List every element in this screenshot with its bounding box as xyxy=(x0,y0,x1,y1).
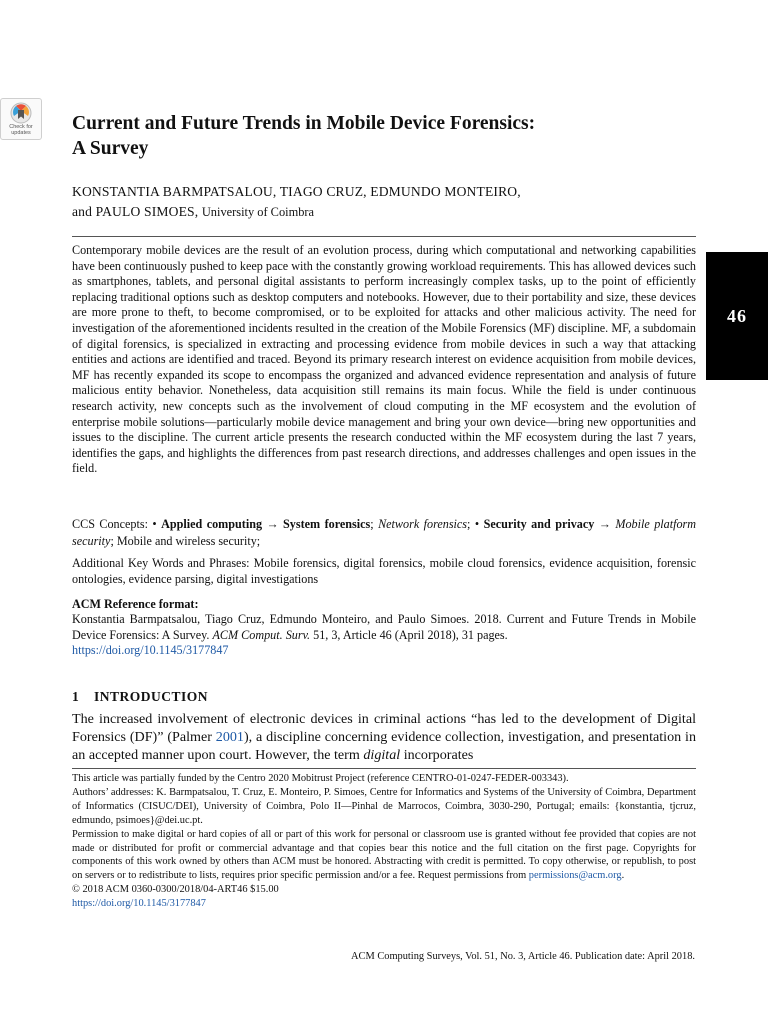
title-divider xyxy=(72,236,696,237)
permission-note xyxy=(72,828,696,884)
ccs-separator: ; • xyxy=(467,517,480,531)
acm-reference xyxy=(72,612,696,659)
title-line-1: Current and Future Trends in Mobile Device Forensics: xyxy=(72,113,536,134)
intro-text: The increased involvement of electronic devices in criminal actions “has led to the development of Digital Forensics (DF)” (Palmer xyxy=(72,711,696,746)
intro-paragraph xyxy=(72,710,696,765)
intro-text: ), a discipline concerning evidence collection, investigation, and presentation in an accepted manner upon court. However, the term xyxy=(72,729,696,764)
abstract: Contemporary mobile devices are the result of an evolution process, during which computational and networking capabilities have been continuously pushed to keep pace with the constantly growing workload requirements. This has allowed devices such as smartphones, tablets, and personal digital assistants to perform increasingly complex tasks, up to the point of efficiently replacing traditional options such as desktop computers and notebooks. However, due to their portability and size, these devices are more prone to theft, to become compromised, or to be exploited for attacks and other malicious activity. The need for investigation of the aforementioned incidents resulted in the creation of the Mobile Forensics (MF) discipline. MF, a subdomain of digital forensics, is specialized in extracting and processing evidence from mobile devices in such a way that attacking entities and actions are identified and traced. Beyond its primary research interest on evidence acquisition from mobile devices, MF has recently expanded its scope to encompass the organized and advanced evidence representation and analysis of future malicious entity behavior. Nonetheless, data acquisition still remains its main focus. While the field is under continuous research activity, new concepts such as the involvement of cloud computing in the MF ecosystem and the evolution of enterprise mobile solutions—particularly mobile device management and bring your own device—bring new opportunities and issues to the discipline. The current article presents the research conducted within the MF ecosystem during the last 7 years, identifies the gaps, and highlights the differences from past research directions, and addresses challenges and open issues in the field. xyxy=(72,243,696,476)
badge-line-2: updates xyxy=(11,130,31,136)
section-number: 1 xyxy=(72,689,80,704)
footnote-doi-link[interactable]: https://doi.org/10.1145/3177847 xyxy=(72,898,206,910)
page-footer: ACM Computing Surveys, Vol. 51, No. 3, Article 46. Publication date: April 2018. xyxy=(351,951,695,962)
copyright-note: © 2018 ACM 0360-0300/2018/04-ART46 $15.00 xyxy=(72,884,279,896)
acm-reference-heading: ACM Reference format: xyxy=(72,597,199,611)
citation-link[interactable]: 2001 xyxy=(215,729,244,746)
keywords: Additional Key Words and Phrases: Mobile forensics, digital forensics, mobile cloud forensics, evidence acquisition, forensic ontologies, evidence parsing, digital investigations xyxy=(72,556,696,586)
affiliation: University of Coimbra xyxy=(201,205,315,219)
acm-reference-volume: 51, 3, Article 46 (April 2018), 31 pages. xyxy=(313,627,508,642)
footnote-divider xyxy=(72,768,696,769)
acm-reference-text: Konstantia Barmpatsalou, Tiago Cruz, Edmundo Monteiro, and Paulo Simoes. 2018. Current and Future Trends in Mobile Device Forensics: A Survey. xyxy=(72,612,696,642)
authors-line-1: KONSTANTIA BARMPATSALOU, TIAGO CRUZ, EDMUNDO MONTEIRO, xyxy=(72,184,521,199)
acm-reference-journal: ACM Comput. Surv. xyxy=(212,627,311,642)
ccs-concept-2: Security and privacy → xyxy=(483,517,611,531)
ccs-rest: ; Mobile and wireless security; xyxy=(110,534,261,548)
intro-emphasis: digital xyxy=(363,747,401,764)
author-addresses: Authors’ addresses: K. Barmpatsalou, T. Cruz, E. Monteiro, P. Simoes, Centre for Informatics and Systems of the University of Coimbra, Department of Informatics (CISUC/DEI), University of Coimbra, Polo II—Pinhal de Marrocos, Coimbra, 3030-290, Portugal; emails: {konstantia, tjcruz, edmundo, psimoes}@dei.uc.pt. xyxy=(72,786,696,826)
ccs-concept-1: Applied computing → System forensics xyxy=(161,517,371,531)
ccs-separator: ; xyxy=(370,517,374,531)
ccs-label: CCS Concepts: • xyxy=(72,517,157,531)
footnotes xyxy=(72,772,696,911)
authors-line-2: and PAULO SIMOES, xyxy=(72,204,199,219)
title-line-2: A Survey xyxy=(72,138,149,159)
ccs-concepts xyxy=(72,516,696,550)
check-for-updates-badge[interactable] xyxy=(0,98,42,140)
intro-text: incorporates xyxy=(400,747,474,764)
ccs-concept-2b: Mobile platform security xyxy=(72,517,697,548)
ccs-concept-1b: Network forensics xyxy=(378,517,468,531)
section-title: INTRODUCTION xyxy=(94,689,209,704)
bookmark-ribbon-icon xyxy=(10,102,32,124)
permission-text: Permission to make digital or hard copies of all or part of this work for personal or classroom use is granted without fee provided that copies are not made or distributed for profit or commercial advantage and that copies bear this notice and the full citation on the first page. Copyrights for components of this work owned by others than ACM must be honored. Abstracting with credit is permitted. To copy otherwise, or republish, to post on servers or to redistribute to lists, requires prior specific permission and/or a fee. Request permissions from xyxy=(72,828,696,882)
acm-reference-doi-link[interactable]: https://doi.org/10.1145/3177847 xyxy=(72,643,229,658)
paper-title xyxy=(72,111,692,161)
author-list xyxy=(72,182,697,222)
badge-line-1: Check for xyxy=(9,124,33,130)
section-heading xyxy=(72,688,208,706)
funding-note: This article was partially funded by the Centro 2020 Mobitrust Project (reference CENTRO-01-0247-FEDER-003343). xyxy=(72,773,569,784)
article-number-tab: 46 xyxy=(706,252,768,380)
permissions-email-link[interactable]: permissions@acm.org xyxy=(528,870,622,882)
permission-end: . xyxy=(621,870,625,882)
